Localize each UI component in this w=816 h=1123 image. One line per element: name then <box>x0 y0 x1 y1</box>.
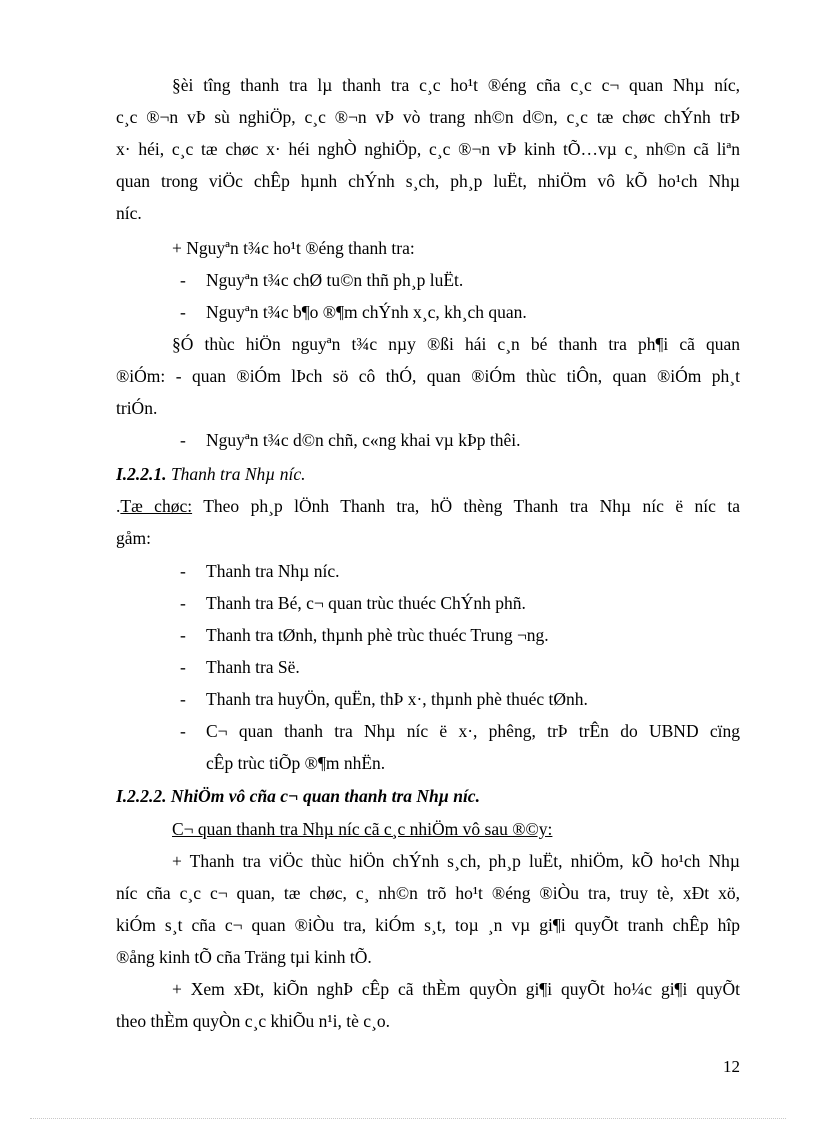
dash-bullet: - <box>180 561 186 581</box>
list-item-text: Thanh tra Bé, c¬ quan trùc thuéc ChÝnh phñ. <box>206 593 526 613</box>
dash-bullet: - <box>180 593 186 613</box>
section-title: I.2.2.2. NhiÖm vô cña c¬ quan thanh tra Nhµ níc. <box>116 786 480 806</box>
principles-section <box>116 232 740 328</box>
text-line: ®iÓm: - quan ®iÓm lÞch sö cô thÓ, quan ®iÓm thùc tiÔn, quan ®iÓm ph¸t <box>116 366 740 386</box>
principles-heading: + Nguyªn t¾c ho¹t ®éng thanh tra: <box>172 238 415 258</box>
dash-bullet: - <box>180 657 186 677</box>
text-line: ®ång kinh tÕ cña Träng tµi kinh tÕ. <box>116 947 372 967</box>
organization-section <box>116 490 740 554</box>
section-heading-2 <box>116 780 740 812</box>
section-number: I.2.2.1. <box>116 464 167 484</box>
section-heading-1 <box>116 458 740 490</box>
text-line: níc. <box>116 203 142 223</box>
list-item-text: Thanh tra Nhµ níc. <box>206 561 340 581</box>
list-item <box>116 587 740 619</box>
duties-intro: C¬ quan thanh tra Nhµ níc cã c¸c nhiÖm vô sau ®©y: <box>172 819 553 839</box>
paragraph-viewpoints <box>116 328 740 456</box>
footer-divider <box>30 1118 786 1119</box>
org-line1: Theo ph¸p lÖnh Thanh tra, hÖ thèng Thanh tra Nhµ níc ë níc ta <box>192 496 740 516</box>
list-item <box>116 651 740 683</box>
list-item <box>116 715 740 747</box>
list-item-text: Thanh tra tØnh, thµnh phè trùc thuéc Trung ¬ng. <box>206 625 549 645</box>
list-item <box>116 264 740 296</box>
text-line: + Xem xÐt, kiÕn nghÞ cÊp cã thÈm quyÒn gi¶i quyÕt ho¼c gi¶i quyÕt <box>172 979 740 999</box>
paragraph-inspection-subjects <box>116 69 740 229</box>
text-line: theo thÈm quyÒn c¸c khiÕu n¹i, tè c¸o. <box>116 1011 391 1031</box>
text-line: §Ó thùc hiÖn nguyªn t¾c nµy ®ßi hái c¸n bé thanh tra ph¶i cã quan <box>172 334 740 354</box>
list-item-text: C¬ quan thanh tra Nhµ níc ë x·, phêng, trÞ trÊn do UBND cïng <box>206 721 740 741</box>
text-line: + Thanh tra viÖc thùc hiÖn chÝnh s¸ch, ph¸p luËt, nhiÖm, kÕ ho¹ch Nhµ <box>172 851 740 871</box>
list-item <box>116 555 740 587</box>
dash-bullet: - <box>180 270 186 290</box>
text-line: x· héi, c¸c tæ chøc x· héi nghÒ nghiÖp, c¸c ®¬n vÞ kinh tÕ…vµ c¸ nh©n cã liªn <box>116 139 740 159</box>
text-line: §èi tîng thanh tra lµ thanh tra c¸c ho¹t ®éng cña c¸c c¬ quan Nhµ níc, <box>172 75 740 95</box>
list-item-continuation: cÊp trùc tiÕp ®¶m nhËn. <box>206 753 386 773</box>
dash-bullet: - <box>180 721 186 741</box>
text-line: triÓn. <box>116 398 158 418</box>
list-item <box>116 619 740 651</box>
list-item-text: Nguyªn t¾c d©n chñ, c«ng khai vµ kÞp thêi. <box>206 430 521 450</box>
org-prefix: . <box>116 496 121 516</box>
text-line: kiÓm s¸t cña c¬ quan ®iÒu tra, kiÓm s¸t, toµ ¸n vµ gi¶i quyÕt tranh chÊp hîp <box>116 915 740 935</box>
duties-section <box>116 813 740 1037</box>
section-title: Thanh tra Nhµ níc. <box>170 464 306 484</box>
org-label: Tæ chøc: <box>120 496 193 516</box>
org-line2: gåm: <box>116 528 151 548</box>
page-number: 12 <box>723 1057 740 1076</box>
list-item <box>116 296 740 328</box>
dash-bullet: - <box>180 302 186 322</box>
dash-bullet: - <box>180 689 186 709</box>
dash-bullet: - <box>180 625 186 645</box>
list-item <box>116 683 740 715</box>
list-item-text: Thanh tra Së. <box>206 657 300 677</box>
text-line: c¸c ®¬n vÞ sù nghiÖp, c¸c ®¬n vÞ vò trang nh©n d©n, c¸c tæ chøc chÝnh trÞ <box>116 107 740 127</box>
dash-bullet: - <box>180 430 186 450</box>
text-line: quan trong viÖc chÊp hµnh chÝnh s¸ch, ph¸p luËt, nhiÖm vô kÕ ho¹ch Nhµ <box>116 171 740 191</box>
list-item-text: Thanh tra huyÖn, quËn, thÞ x·, thµnh phè thuéc tØnh. <box>206 689 588 709</box>
text-line: níc cña c¸c c¬ quan, tæ chøc, c¸ nh©n trõ ho¹t ®éng ®iÒu tra, truy tè, xÐt xö, <box>116 883 740 903</box>
list-item-text: Nguyªn t¾c b¶o ®¶m chÝnh x¸c, kh¸ch quan. <box>206 302 527 322</box>
list-item <box>116 424 740 456</box>
organization-list <box>116 555 740 779</box>
list-item-text: Nguyªn t¾c chØ tu©n thñ ph¸p luËt. <box>206 270 464 290</box>
